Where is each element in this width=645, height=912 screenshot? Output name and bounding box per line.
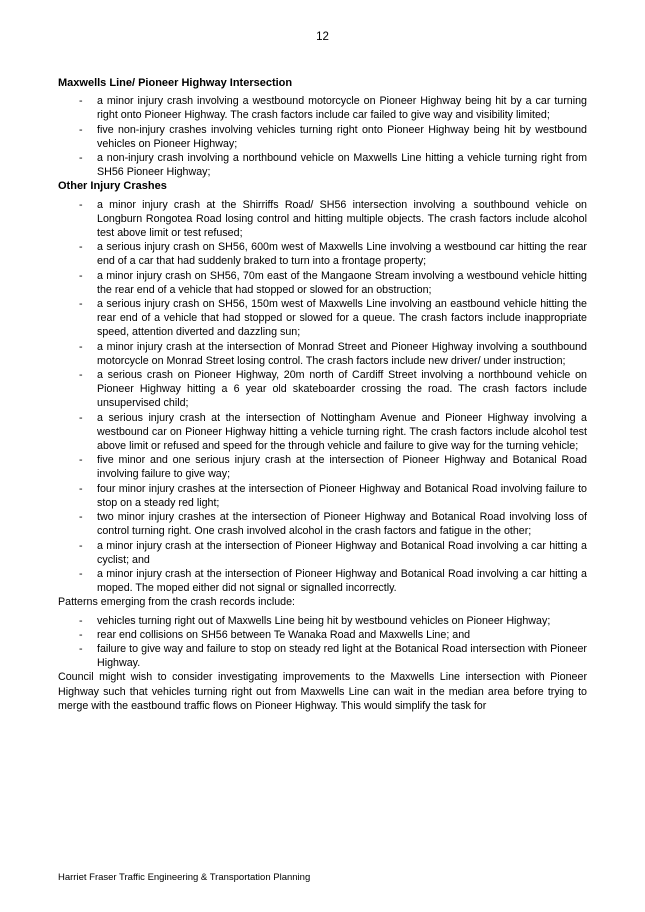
dash-bullet: - bbox=[79, 628, 83, 641]
page-footer: Harriet Fraser Traffic Engineering & Transportation Planning bbox=[58, 872, 311, 883]
dash-bullet: - bbox=[79, 567, 83, 580]
list-item bbox=[58, 411, 587, 454]
list-item bbox=[58, 614, 587, 628]
list-item bbox=[58, 567, 587, 595]
list-item-text: four minor injury crashes at the intersection of Pioneer Highway and Botanical Road involving failure to stop on a steady red light; bbox=[97, 482, 587, 509]
list-item-text: two minor injury crashes at the intersection of Pioneer Highway and Botanical Road involving loss of control turning right. One crash involved alcohol in the crash factors and fatigue in the other; bbox=[97, 511, 587, 538]
dash-bullet: - bbox=[79, 539, 83, 552]
list-item bbox=[58, 453, 587, 481]
list-item-text: failure to give way and failure to stop on steady red light at the Botanical Road intersection with Pioneer Highway. bbox=[97, 642, 587, 670]
list-item-text: a minor injury crash at the intersection of Monrad Street and Pioneer Highway involving a southbound motorcycle on Monrad Street losing control. The crash factors include new driver/ under instruction; bbox=[97, 340, 587, 367]
list-item-text: a minor injury crash at the intersection of Pioneer Highway and Botanical Road involving a car hitting a moped. The moped either did not signal or signalled incorrectly. bbox=[97, 567, 587, 595]
patterns-intro: Patterns emerging from the crash records include: bbox=[58, 596, 296, 609]
other-injury-crash-list bbox=[58, 198, 587, 596]
page-content bbox=[58, 76, 587, 717]
dash-bullet: - bbox=[79, 152, 83, 165]
list-item-text: a serious injury crash at the intersection of Nottingham Avenue and Pioneer Highway involving a westbound car on Pioneer Highway hitting a vehicle turning right. The crash factors include alcohol test above limit or refused and speed for the through vehicle and failure to give way for the turning vehicle; bbox=[97, 411, 587, 453]
list-item-text: a serious injury crash on SH56, 150m west of Maxwells Line involving an eastbound vehicle hitting the rear end of a vehicle that had stopped or slowed for a queue. The crash factors include inappropriate speed, attention diverted and dazzling sun; bbox=[97, 298, 587, 339]
closing-paragraph: Council might wish to consider investigating improvements to the Maxwells Line intersection with Pioneer Highway such that vehicles turning right out from Maxwells Line can wait in the median area before trying to merge with the eastbound traffic flows on Pioneer Highway. This would simplify the task for bbox=[58, 671, 587, 712]
dash-bullet: - bbox=[79, 340, 83, 353]
dash-bullet: - bbox=[79, 614, 83, 627]
list-item bbox=[58, 642, 587, 670]
list-item-text: a minor injury crash at the Shirriffs Road/ SH56 intersection involving a southbound vehicle on Longburn Rongotea Road losing control and hitting multiple objects. The crash factors include alcohol test above limit or test refused; bbox=[97, 198, 587, 240]
list-item bbox=[58, 94, 587, 122]
dash-bullet: - bbox=[79, 411, 83, 424]
list-item-text: a minor injury crash on SH56, 70m east of the Mangaone Stream involving a westbound vehicle hitting the rear end of a vehicle that had stopped or slowed for an obstruction; bbox=[97, 269, 587, 296]
list-item bbox=[58, 151, 587, 179]
list-item-text: a minor injury crash at the intersection of Pioneer Highway and Botanical Road involving a car hitting a cyclist; and bbox=[97, 539, 587, 566]
list-item-text: a serious crash on Pioneer Highway, 20m north of Cardiff Street involving a northbound vehicle on Pioneer Highway hitting a 6 year old skateboarder crossing the road. The crash factors include unsupervised child; bbox=[97, 369, 587, 410]
list-item bbox=[58, 240, 587, 268]
list-item bbox=[58, 628, 587, 642]
dash-bullet: - bbox=[79, 482, 83, 495]
dash-bullet: - bbox=[79, 511, 83, 524]
dash-bullet: - bbox=[79, 123, 83, 136]
dash-bullet: - bbox=[79, 298, 83, 311]
list-item bbox=[58, 123, 587, 151]
dash-bullet: - bbox=[79, 269, 83, 282]
list-item-text: a minor injury crash involving a westbound motorcycle on Pioneer Highway being hit by a car turning right onto Pioneer Highway. The crash factors include car failed to give way and visibility limited; bbox=[97, 95, 587, 122]
list-item bbox=[58, 510, 587, 538]
dash-bullet: - bbox=[79, 369, 83, 382]
list-item bbox=[58, 482, 587, 510]
list-item bbox=[58, 269, 587, 297]
dash-bullet: - bbox=[79, 95, 83, 108]
patterns-list bbox=[58, 614, 587, 671]
list-item-text: a non-injury crash involving a northbound vehicle on Maxwells Line hitting a vehicle turning right from SH56 Pioneer Highway; bbox=[97, 152, 587, 179]
list-item-text: five minor and one serious injury crash at the intersection of Pioneer Highway and Botanical Road involving failure to give way; bbox=[97, 454, 587, 481]
page-number: 12 bbox=[316, 31, 329, 43]
list-item-text: five non-injury crashes involving vehicles turning right onto Pioneer Highway being hit by westbound vehicles on Pioneer Highway; bbox=[97, 123, 587, 150]
dash-bullet: - bbox=[79, 454, 83, 467]
list-item-text: a serious injury crash on SH56, 600m west of Maxwells Line involving a westbound car hitting the rear end of a car that had suddenly braked to turn into a frontage property; bbox=[97, 241, 587, 268]
list-item-text: rear end collisions on SH56 between Te Wanaka Road and Maxwells Line; and bbox=[97, 628, 471, 641]
list-item bbox=[58, 297, 587, 340]
section-heading-maxwells-line: Maxwells Line/ Pioneer Highway Intersection bbox=[58, 77, 293, 89]
dash-bullet: - bbox=[79, 642, 83, 655]
list-item bbox=[58, 368, 587, 411]
list-item bbox=[58, 539, 587, 567]
dash-bullet: - bbox=[79, 198, 83, 211]
list-item-text: vehicles turning right out of Maxwells Line being hit by westbound vehicles on Pioneer Highway; bbox=[97, 614, 551, 627]
maxwells-line-crash-list bbox=[58, 94, 587, 179]
list-item bbox=[58, 198, 587, 241]
section-heading-other-injury-crashes: Other Injury Crashes bbox=[58, 180, 167, 193]
dash-bullet: - bbox=[79, 241, 83, 254]
list-item bbox=[58, 340, 587, 368]
